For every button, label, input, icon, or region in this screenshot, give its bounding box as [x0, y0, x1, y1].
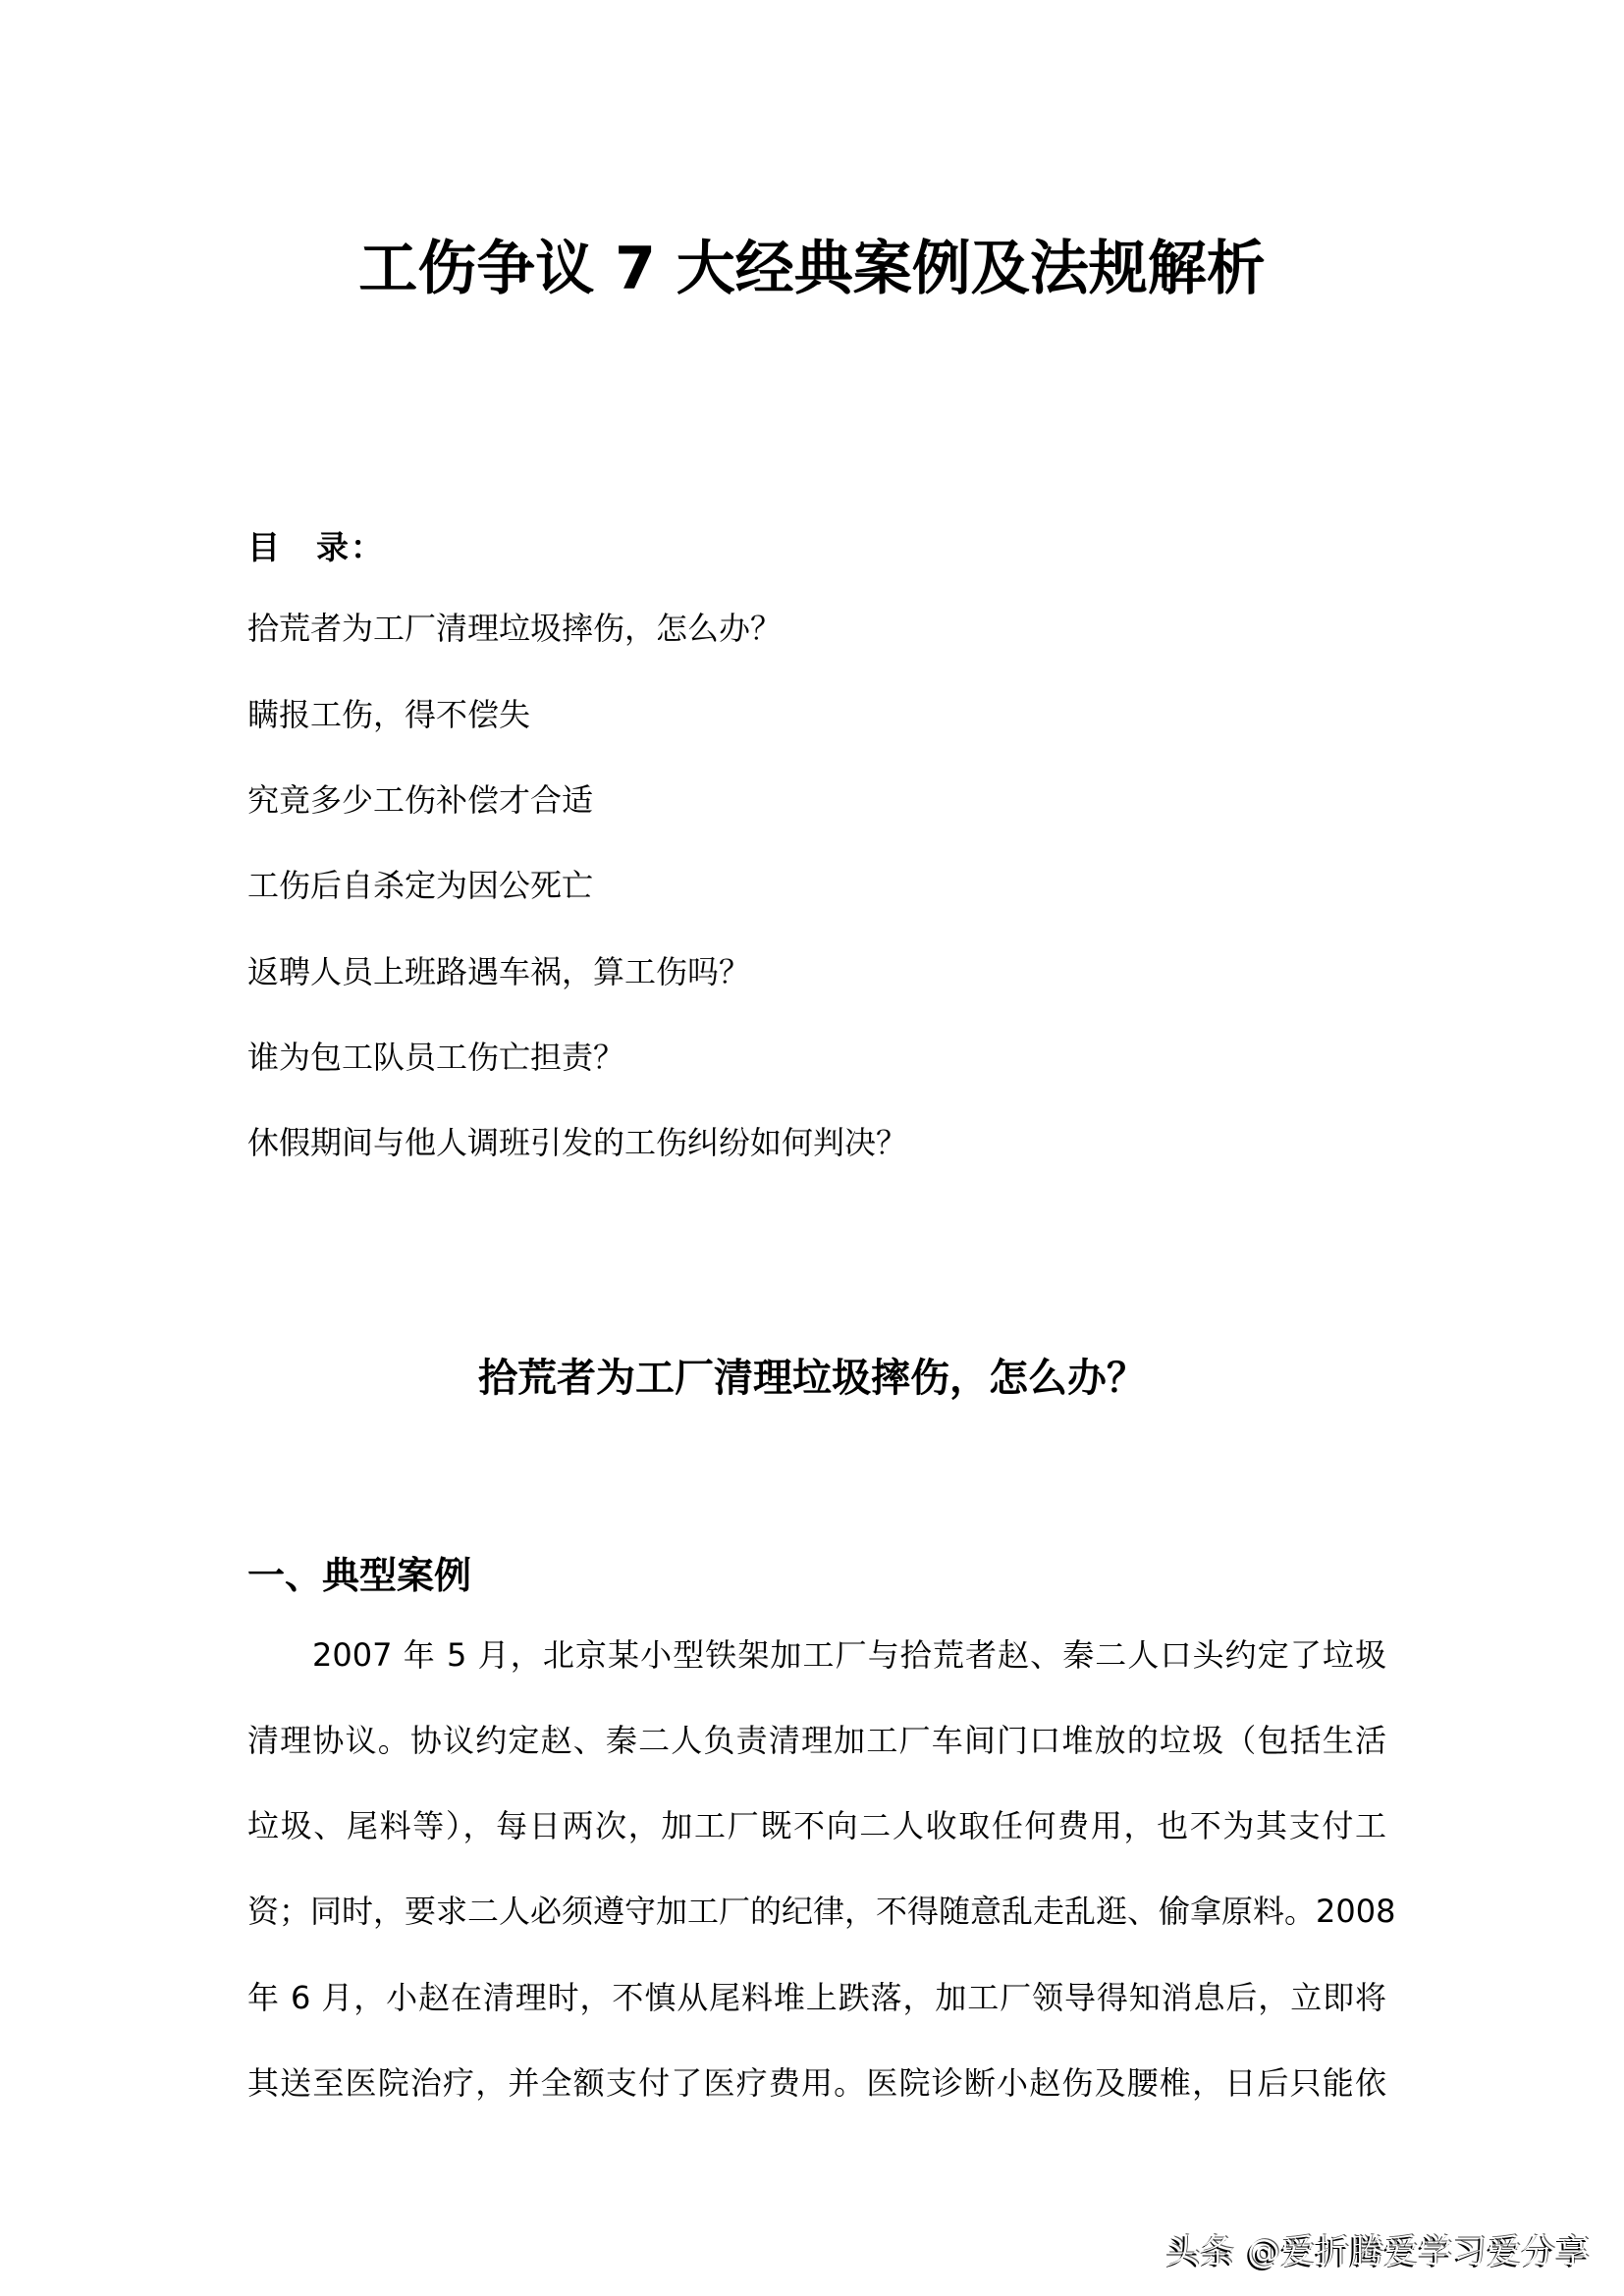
- toc-item: 工伤后自杀定为因公死亡: [247, 867, 594, 904]
- toc-item: 究竟多少工伤补偿才合适: [247, 781, 594, 819]
- paragraph-line: 垃圾、尾料等），每日两次，加工厂既不向二人收取任何费用，也不为其支付工: [247, 1807, 1386, 1844]
- document-title: 工伤争议 7 大经典案例及法规解析: [358, 235, 1266, 303]
- toc-item: 返聘人员上班路遇车祸，算工伤吗？: [247, 953, 751, 990]
- section-subheading: 一、典型案例: [247, 1554, 472, 1597]
- paragraph-line: 资；同时，要求二人必须遵守加工厂的纪律，不得随意乱走乱逛、偷拿原料。2008: [247, 1893, 1396, 1930]
- paragraph-line: 清理协议。协议约定赵、秦二人负责清理加工厂车间门口堆放的垃圾（包括生活: [247, 1722, 1386, 1759]
- paragraph-line: 2007 年 5 月，北京某小型铁架加工厂与拾荒者赵、秦二人口头约定了垃圾: [312, 1636, 1386, 1674]
- toc-item: 拾荒者为工厂清理垃圾摔伤，怎么办？: [247, 610, 783, 647]
- toc-item: 谁为包工队员工伤亡担责？: [247, 1039, 625, 1076]
- section-title: 拾荒者为工厂清理垃圾摔伤，怎么办？: [478, 1356, 1146, 1401]
- toc-item: 瞒报工伤，得不偿失: [247, 696, 531, 733]
- paragraph-line: 其送至医院治疗，并全额支付了医疗费用。医院诊断小赵伤及腰椎，日后只能依: [247, 2064, 1386, 2102]
- toc-item: 休假期间与他人调班引发的工伤纠纷如何判决？: [247, 1124, 908, 1161]
- toc-heading: 目 录：: [247, 528, 385, 566]
- paragraph-line: 年 6 月，小赵在清理时，不慎从尾料堆上跌落，加工厂领导得知消息后，立即将: [247, 1979, 1386, 2016]
- watermark: 头条 @爱折腾爱学习爱分享: [1166, 2232, 1591, 2271]
